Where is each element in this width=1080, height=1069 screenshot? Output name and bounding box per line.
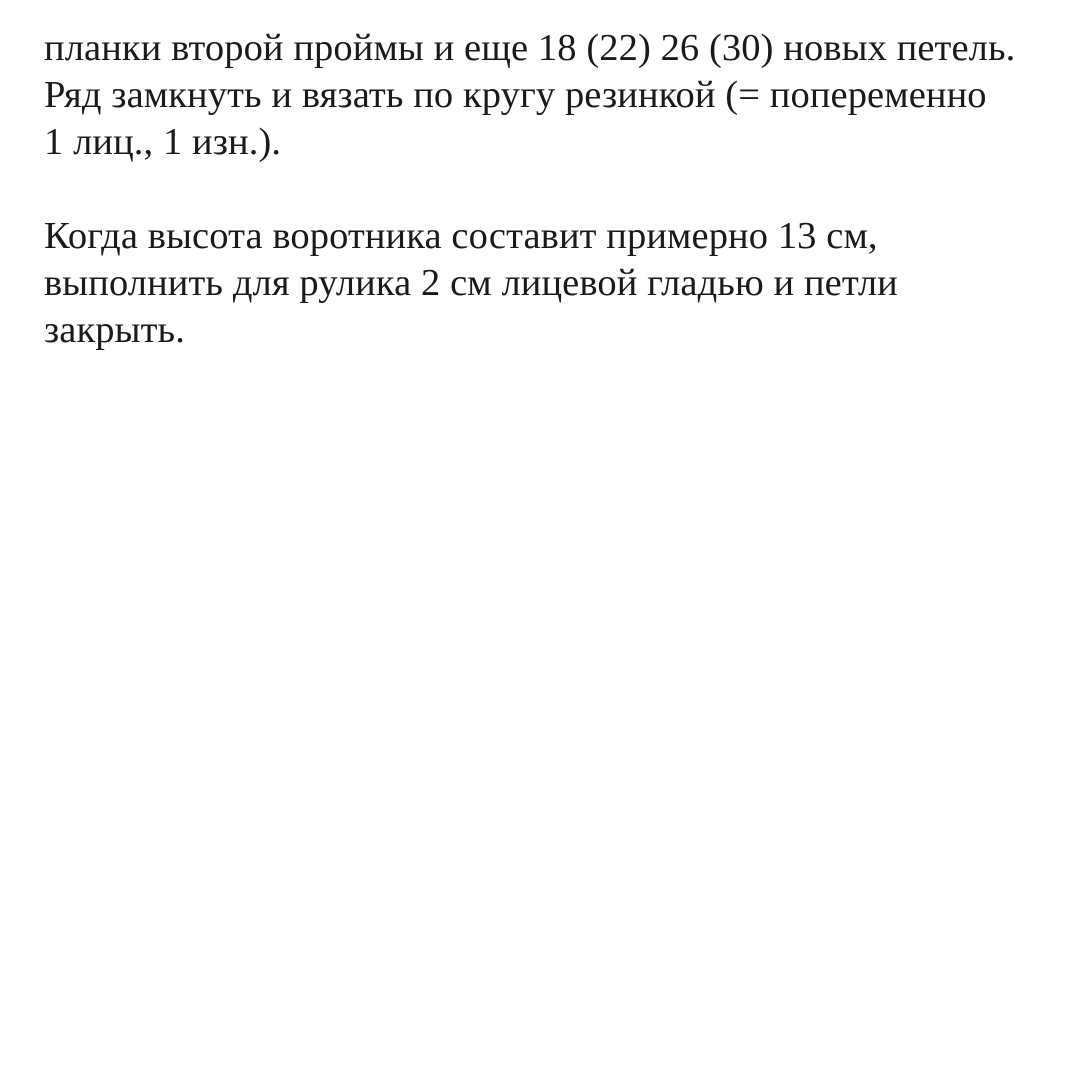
text-line: Ряд замкнуть и вязать по кругу резинкой (= попеременно xyxy=(44,74,987,116)
text-line: Когда высота воротника составит примерно 13 см, xyxy=(44,215,878,257)
text-line: закрыть. xyxy=(44,309,185,351)
paragraph-collar-start xyxy=(44,25,1054,166)
text-line: 1 лиц., 1 изн.). xyxy=(44,121,282,163)
paragraph-collar-finish xyxy=(44,213,1054,354)
text-line: выполнить для рулика 2 см лицевой гладью и петли xyxy=(44,262,898,304)
text-line: планки второй проймы и еще 18 (22) 26 (30) новых петель. xyxy=(44,27,1016,69)
